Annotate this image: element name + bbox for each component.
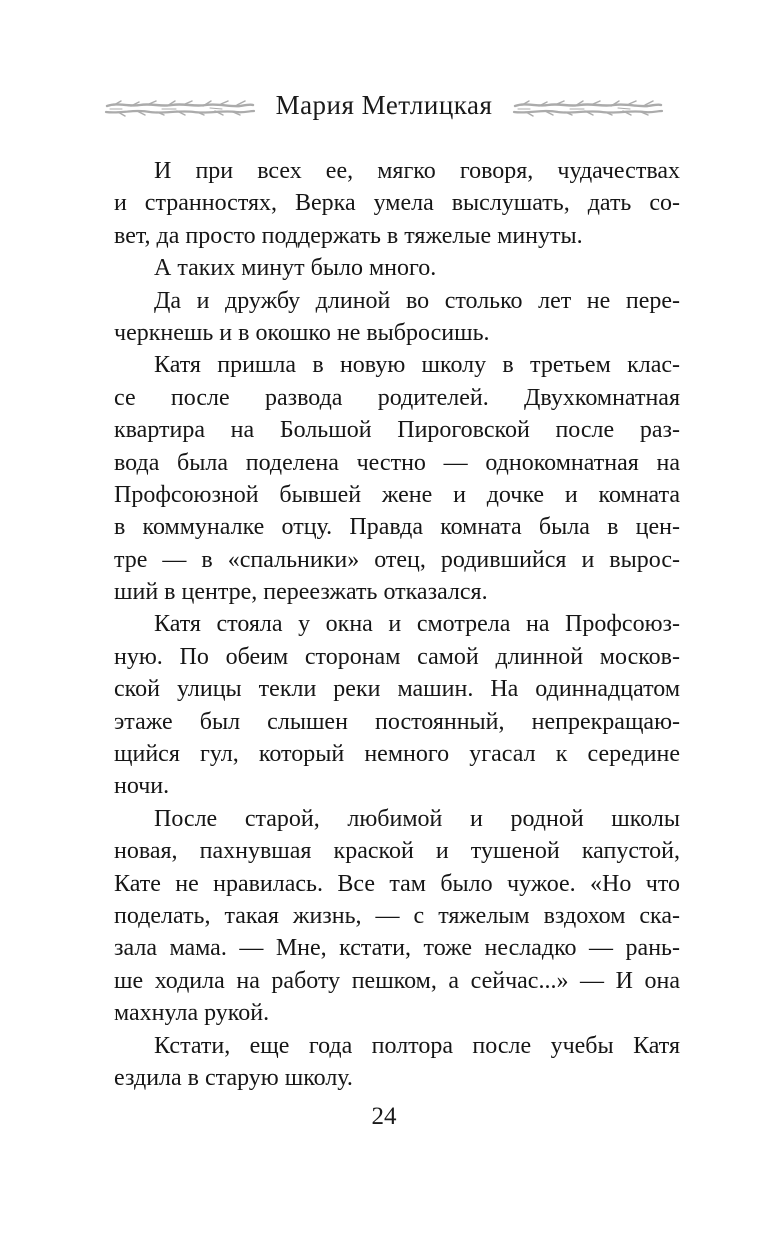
text-line: Катя пришла в новую школу в третьем клас- [154,352,680,379]
text-line: в коммуналке отцу. Правда комната была в цен- [114,514,680,541]
text-line: Кстати, еще года полтора после учебы Катя [154,1032,680,1059]
paragraph [114,608,680,802]
text-line: И при всех ее, мягко говоря, чудачествах [154,158,680,184]
text-line: тре — в «спальники» отец, родившийся и вырос- [114,546,680,573]
text-line: вода была поделена честно — однокомнатная на [114,449,680,476]
text-line: этаже был слышен постоянный, непрекращаю- [114,708,680,735]
text-line: ночи. [114,773,170,800]
text-line: черкнешь и в окошко не выбросишь. [114,319,490,346]
text-line: ший в центре, переезжать отказался. [114,579,488,606]
text-line: и странностях, Верка умела выслушать, дать со- [114,190,680,217]
text-line: поделать, такая жизнь, — с тяжелым вздохом ска- [114,902,680,929]
paragraph [114,1030,680,1095]
page-text [114,155,680,1094]
text-line: вет, да просто поддержать в тяжелые минуты. [114,222,583,249]
page-number: 24 [371,1103,397,1130]
text-line: новая, пахнувшая краской и тушеной капустой, [114,838,680,865]
paragraph [114,349,680,608]
text-line: зала мама. — Мне, кстати, тоже несладко — рань- [114,935,680,962]
text-line: ную. По обеим сторонам самой длинной москов- [114,643,680,670]
text-line: После старой, любимой и родной школы [154,805,680,832]
text-line: А таких минут было много. [154,255,437,282]
text-line: махнула рукой. [114,1000,270,1027]
text-line: се после развода родителей. Двухкомнатная [114,384,680,411]
text-line: ездила в старую школу. [114,1064,353,1091]
floral-flourish-icon [512,97,664,119]
paragraph [114,155,680,252]
floral-flourish-icon [104,97,256,119]
text-line: ской улицы текли реки машин. На одиннадцатом [114,676,680,703]
text-line: щийся гул, который немного угасал к середине [114,741,680,768]
paragraph [114,252,680,284]
author-name: Мария Метлицкая [275,90,493,120]
running-header [0,90,768,121]
paragraph [114,285,680,350]
text-line: Профсоюзной бывшей жене и дочке и комната [114,481,680,508]
text-line: квартира на Большой Пироговской после раз- [114,417,680,444]
text-line: Кате не нравилась. Все там было чужое. «Но что [114,870,680,897]
text-line: ше ходила на работу пешком, а сейчас...» — И она [114,967,680,994]
text-line: Да и дружбу длиной во столько лет не пере- [154,287,680,314]
text-line: Катя стояла у окна и смотрела на Профсоюз- [154,611,680,638]
paragraph [114,803,680,1030]
